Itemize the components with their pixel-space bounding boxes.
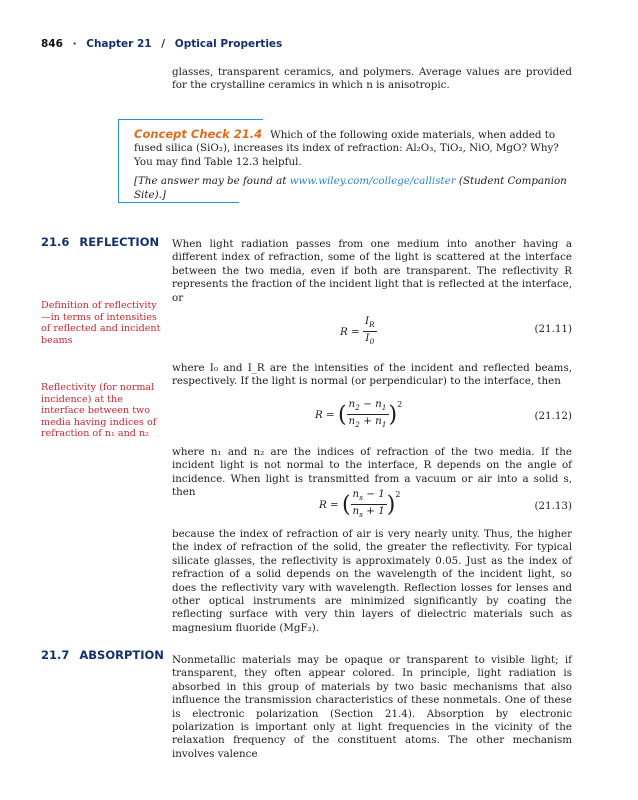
formula-21-12: R = ( $\frac{n_2 - n_1}{n_2 + n_1}$ )$^2$ bbox=[315, 398, 403, 430]
equation-21-11 bbox=[172, 315, 572, 347]
section-heading-reflection bbox=[41, 236, 159, 249]
concept-check-box bbox=[118, 119, 575, 203]
formula-21-11: R = $\frac{I_R}{I_0}$ bbox=[340, 315, 375, 347]
equation-number: (21.13) bbox=[534, 500, 572, 512]
equation-number: (21.12) bbox=[534, 410, 572, 422]
section-title: ABSORPTION bbox=[79, 648, 164, 662]
equation-21-12 bbox=[172, 398, 572, 434]
equation-21-13 bbox=[172, 488, 572, 524]
margin-note-normal-incidence: Reflectivity (for normal incidence) at the interface between two media having indices of refraction of n₁ and n₂ bbox=[41, 382, 157, 440]
concept-check-question: Which of the following oxide materials, when added to fused silica (SiO₂), increases its index of refraction: Al₂O₃, TiO₂, NiO, MgO? Why? You may find Table 12.3 helpful. bbox=[134, 129, 559, 168]
concept-check-top-rule bbox=[119, 119, 263, 120]
running-header bbox=[41, 38, 282, 51]
reflection-paragraph-4: because the index of refraction of air is very nearly unity. Thus, the higher the index of refraction of the solid, the greater the reflectivity. For typical silicate glasses, the reflectivity is approximately 0.05. Just as the index of refraction of a solid depends on the wavelength of the incident light, so does the reflectivity vary with wavelength. Reflection losses for lenses and other optical instruments are minimized significantly by coating the reflecting surface with very thin layers of dielectric materials such as magnesium fluoride (MgF₂). bbox=[172, 528, 572, 634]
formula-21-13: R = ( $\frac{n_s - 1}{n_s + 1}$ )$^2$ bbox=[319, 488, 401, 520]
section-title: REFLECTION bbox=[79, 235, 160, 249]
concept-check-answer bbox=[134, 175, 575, 202]
section-number: 21.6 bbox=[41, 235, 70, 249]
intro-paragraph: glasses, transparent ceramics, and polymers. Average values are provided for the crystalline ceramics in which n is anisotropic. bbox=[172, 66, 572, 92]
section-heading-absorption bbox=[41, 649, 164, 662]
concept-check-bottom-rule bbox=[119, 202, 239, 203]
header-dot: · bbox=[72, 38, 77, 50]
margin-note-reflectivity-definition: Definition of reflectivity—in terms of intensities of reflected and incident beams bbox=[41, 300, 161, 346]
section-number: 21.7 bbox=[41, 648, 70, 662]
chapter-title: Optical Properties bbox=[174, 38, 283, 50]
concept-check-content bbox=[134, 128, 575, 202]
absorption-paragraph-1: Nonmetallic materials may be opaque or transparent to visible light; if transparent, they often appear colored. In principle, light radiation is absorbed in this group of materials by two basic mechanisms that also influence the transmission characteristics of these nonmetals. One of these is electronic polarization (Section 21.4). Absorption by electronic polarization is important only at light frequencies in the vicinity of the relaxation frequency of the constituent atoms. The other mechanism involves valence bbox=[172, 654, 572, 760]
chapter-label: Chapter 21 bbox=[86, 38, 152, 50]
answer-suffix: (Student Companion Site).] bbox=[134, 175, 567, 201]
answer-link[interactable]: www.wiley.com/college/callister bbox=[289, 175, 456, 188]
equation-number: (21.11) bbox=[534, 323, 572, 335]
reflection-paragraph-3: where n₁ and n₂ are the indices of refraction of the two media. If the incident light is not normal to the interface, R depends on the angle of incidence. When light is transmitted from a vacuum or air into a solid s, then bbox=[172, 446, 572, 499]
concept-check-label: Concept Check 21.4 bbox=[134, 127, 263, 141]
reflection-paragraph-2: where I₀ and I_R are the intensities of the incident and reflected beams, respectively. If the light is normal (or perpendicular) to the interface, then bbox=[172, 362, 572, 388]
answer-prefix: [The answer may be found at bbox=[134, 175, 287, 188]
header-slash: / bbox=[161, 38, 166, 50]
page-number: 846 bbox=[41, 38, 63, 50]
reflection-paragraph-1: When light radiation passes from one medium into another having a different index of refraction, some of the light is scattered at the interface between the two media, even if both are transparent. The reflectivity R represents the fraction of the incident light that is reflected at the interface, or bbox=[172, 238, 572, 304]
